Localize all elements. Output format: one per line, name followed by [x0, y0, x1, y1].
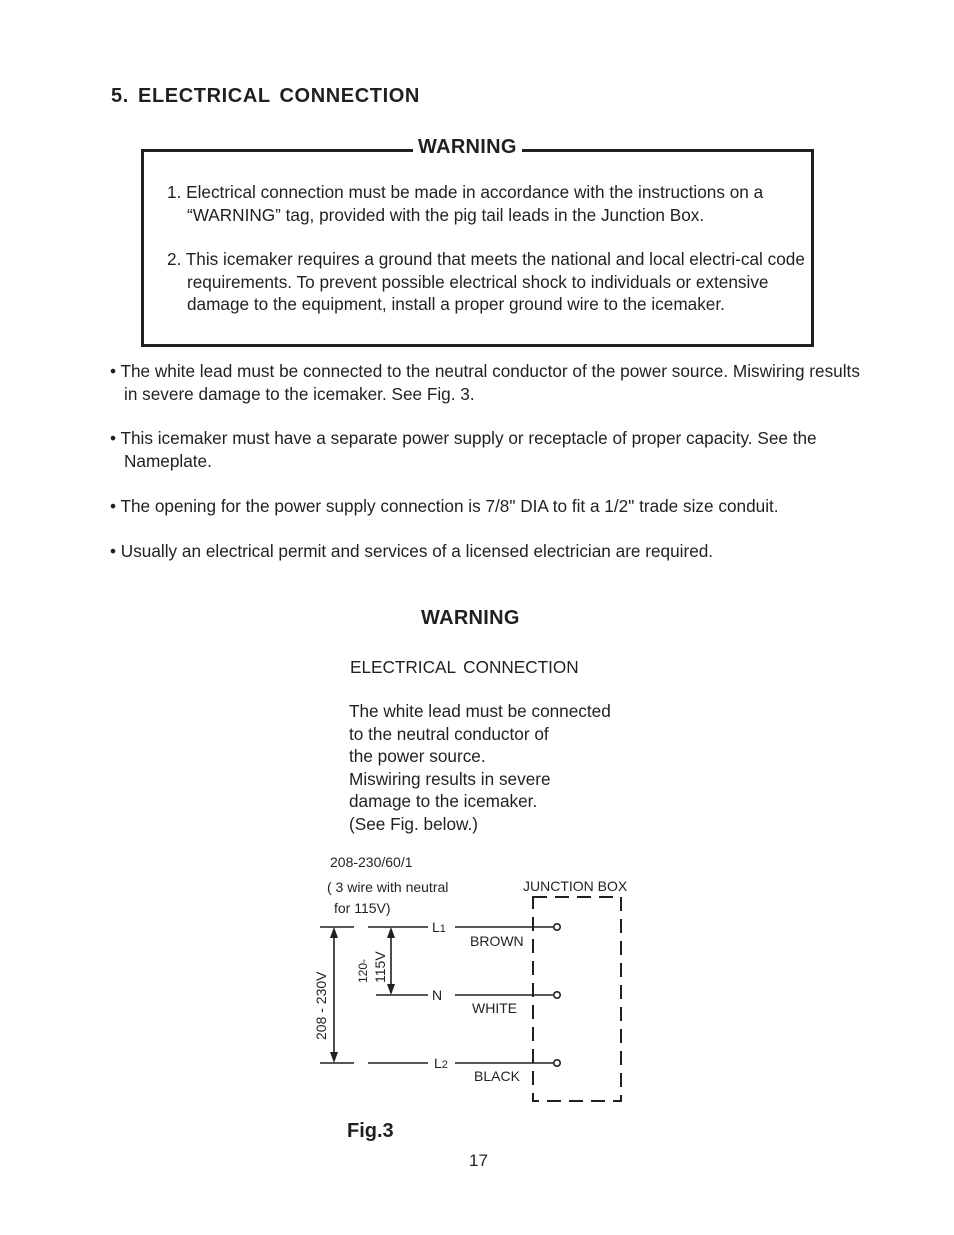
terminal-l2 [554, 1060, 560, 1066]
figure-caption: Fig.3 [347, 1120, 394, 1142]
warning-box-title: WARNING [413, 136, 522, 159]
voltage-115-label: 115V [372, 951, 388, 983]
terminal-l1-label: L1 [432, 919, 446, 935]
warning-item-2: 2. This icemaker requires a ground that meets the national and local electri-cal code requirements. To prevent possible electrical shock to individuals or extensive damage to the equipment, install a proper ground wire to the icemaker. [167, 249, 805, 314]
wire-lines [368, 927, 553, 1063]
wire-color-black: BLACK [474, 1068, 520, 1084]
page-number: 17 [469, 1151, 488, 1170]
voltage-120-label: 120- [356, 958, 370, 983]
wire-color-white: WHITE [472, 1000, 518, 1016]
wire-color-brown: BROWN [470, 933, 524, 949]
terminal-n-label: N [432, 987, 443, 1003]
inner-arrow-head-bottom [387, 984, 395, 995]
terminal-l2-label: L2 [434, 1055, 448, 1071]
outer-arrow-head-top [330, 927, 338, 938]
label-warning-title: WARNING [421, 607, 520, 629]
bullet-opening: • The opening for the power supply connection is 7/8" DIA to fit a 1/2" trade size conduit. [110, 496, 779, 516]
label-line: to the neutral conductor of [349, 724, 549, 744]
label-subtitle: ELECTRICAL CONNECTION [350, 657, 579, 677]
label-line: The white lead must be connected [349, 701, 611, 721]
supply-note-line2: for 115V) [334, 900, 391, 916]
supply-rating: 208-230/60/1 [330, 854, 413, 870]
warning-item-1: 1. Electrical connection must be made in accordance with the instructions on a “WARNING” tag, provided with the pig tail leads in the Junction Box. [167, 182, 764, 225]
label-line: damage to the icemaker. [349, 791, 538, 811]
label-line: the power source. [349, 746, 486, 766]
supply-note-line1: ( 3 wire with neutral [327, 879, 449, 895]
inner-arrow-head-top [387, 927, 395, 938]
junction-box-label: JUNCTION BOX [523, 878, 628, 894]
voltage-208-230-label: 208 - 230V [313, 971, 329, 1040]
bullet-permit: • Usually an electrical permit and services of a licensed electrician are required. [110, 541, 714, 561]
terminal-n [554, 992, 560, 998]
label-line: Miswiring results in severe [349, 769, 551, 789]
bullet-power-supply: • This icemaker must have a separate power supply or receptacle of proper capacity. See the Nameplate. [110, 428, 817, 471]
label-line: (See Fig. below.) [349, 814, 478, 834]
terminal-l1 [554, 924, 560, 930]
section-heading: 5. ELECTRICAL CONNECTION [111, 85, 420, 107]
bullet-white-lead: • The white lead must be connected to the neutral conductor of the power source. Miswiring results in severe damage to the icemaker. See Fig. 3. [110, 361, 860, 404]
outer-arrow-head-bottom [330, 1052, 338, 1063]
